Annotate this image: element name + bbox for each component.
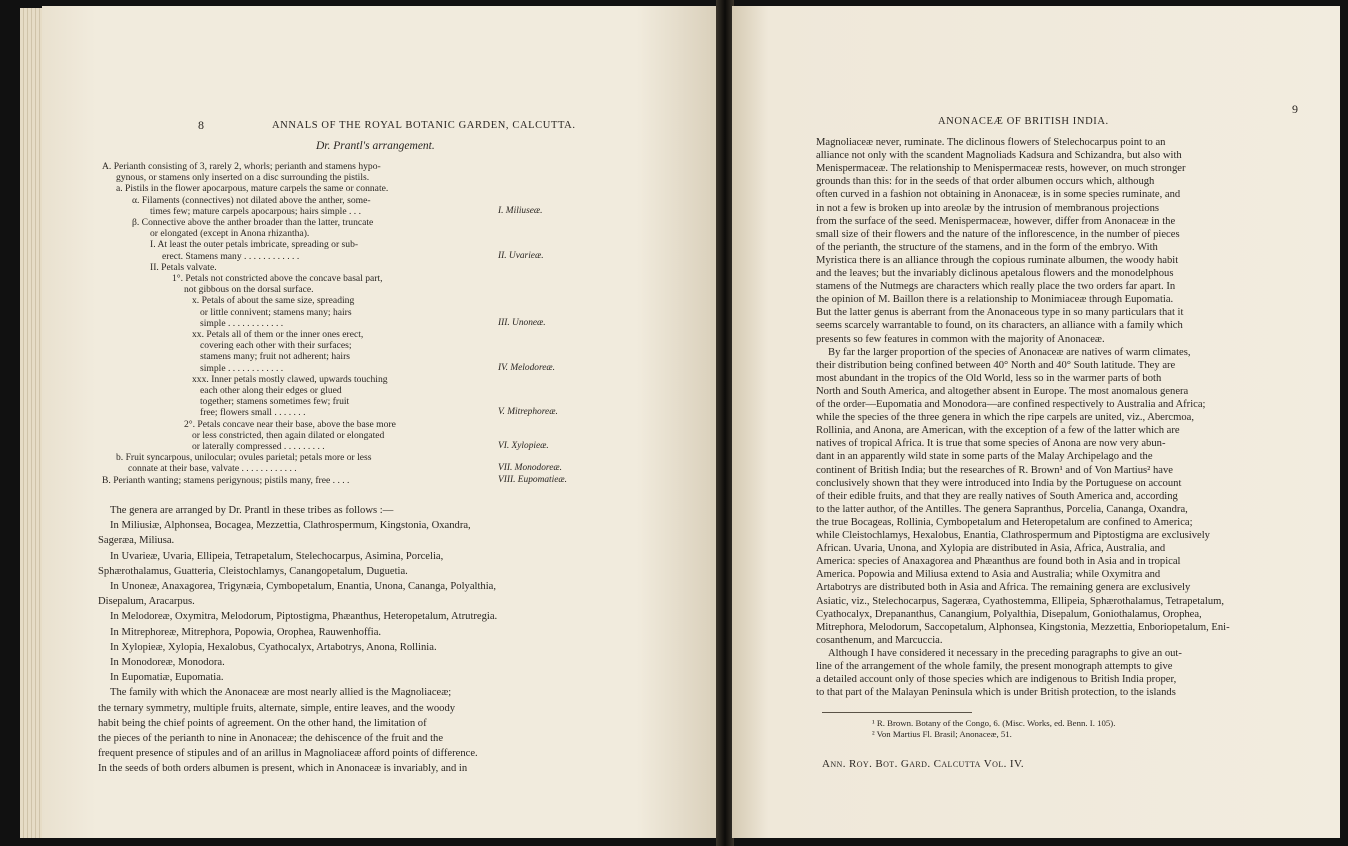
text-line: African. Uvaria, Unona, and Xylopia are distributed in Asia, Africa, Australia, and bbox=[816, 543, 1166, 555]
section-title: Dr. Prantl's arrangement. bbox=[316, 140, 435, 152]
key-line: I. At least the outer petals imbricate, spreading or sub- bbox=[150, 239, 359, 251]
text-line: In the seeds of both orders albumen is present, which in Anonaceæ is invariably, and in bbox=[98, 763, 468, 775]
text-line: stamens of the Nutmegs are characters which really place the two orders far apart. In bbox=[816, 281, 1176, 293]
text-line: Although I have considered it necessary in the preceding paragraphs to give an out- bbox=[828, 647, 1182, 659]
text-line: the true Bocageas, Rollinia, Cymbopetalum and Heteropetalum are confined to America; bbox=[816, 516, 1193, 528]
text-line: of the order—Eupomatia and Monodora—are confined respectively to Australia and Africa; bbox=[816, 399, 1206, 410]
right-running-head: ANONACEÆ OF BRITISH INDIA. bbox=[938, 116, 1109, 127]
key-line: not gibbous on the dorsal surface. bbox=[184, 284, 314, 296]
text-line: habit being the chief points of agreement. On the other hand, the limitation of bbox=[98, 717, 427, 729]
text-line: Asiatic, viz., Stelechocarpus, Sageræa, Cyathostemma, Ellipeia, Sphærothalamus, Tetrapetalum, bbox=[816, 595, 1224, 607]
text-line: Myristica there is an alliance through the copious ruminate albumen, the woody habit bbox=[816, 254, 1179, 266]
text-line: In Xylopieæ, Xylopia, Hexalobus, Cyathocalyx, Artabotrys, Anona, Rollinia. bbox=[110, 641, 437, 653]
text-line: The family with which the Anonaceæ are most nearly allied is the Magnoliaceæ; bbox=[110, 687, 452, 699]
text-line: Artabotrys are distributed both in Asia and Africa. The remaining genera are exclusively bbox=[816, 582, 1191, 594]
text-line: America. Popowia and Miliusa extend to Asia and Australia; while Oxymitra and bbox=[816, 569, 1161, 581]
text-line: Menispermaceæ. The relationship to Menispermaceæ rests, however, on much stronger bbox=[816, 163, 1186, 175]
key-tribe: VII. Monodoreæ. bbox=[498, 463, 562, 474]
text-line: of their edible fruits, and that they are really natives of South America and, according bbox=[816, 490, 1178, 502]
text-line: and the leaves; but the invariably diclinous apetalous flowers and the monodelphous bbox=[816, 268, 1174, 279]
key-line: A. Perianth consisting of 3, rarely 2, whorls; perianth and stamens hypo- bbox=[102, 161, 381, 172]
footnote: ² Von Martius Fl. Brasil; Anonaceæ, 51. bbox=[872, 729, 1012, 739]
key-line: times few; mature carpels apocarpous; hairs simple . . . bbox=[150, 205, 361, 217]
text-line: frequent presence of stipules and of an arillus in Magnoliaceæ afford points of difference. bbox=[98, 748, 478, 760]
key-line: xx. Petals all of them or the inner ones erect, bbox=[192, 329, 364, 340]
text-line: Mitrephora, Melodorum, Saccopetalum, Alphonsea, Kingstonia, Mezzettia, Enboriopetalum, Eni- bbox=[816, 621, 1230, 633]
text-line: in not a few is broken up into areolæ by the intrusion of membranous projections bbox=[816, 202, 1160, 214]
key-line: B. Perianth wanting; stamens perigynous; pistils many, free . . . . bbox=[102, 474, 350, 486]
key-tribe: III. Unoneæ. bbox=[498, 317, 546, 328]
text-line: Sphærothalamus, Guatteria, Cleistochlamys, Canangopetalum, Duguetia. bbox=[98, 565, 408, 577]
text-line: In Melodoreæ, Oxymitra, Melodorum, Piptostigma, Phæanthus, Heteropetalum, Atrutregia. bbox=[110, 611, 498, 623]
text-line: natives of tropical Africa. It is true that some species of Anona are now very abun- bbox=[816, 438, 1166, 450]
key-line: stamens many; fruit not adherent; hairs bbox=[200, 351, 350, 363]
key-line: together; stamens sometimes few; fruit bbox=[200, 396, 350, 408]
text-line: Disepalum, Aracarpus. bbox=[98, 596, 195, 608]
text-line: Magnoliaceæ never, ruminate. The diclinous flowers of Stelechocarpus point to an bbox=[816, 137, 1166, 148]
text-line: the opinion of M. Baillon there is a relationship to Monimiaceæ through Eupomatia. bbox=[816, 294, 1174, 306]
key-line: xxx. Inner petals mostly clawed, upwards touching bbox=[192, 373, 388, 385]
text-line: Rollinia, and Anona, are American, with the exception of a few of the latter which are bbox=[816, 425, 1180, 437]
key-line: 1°. Petals not constricted above the concave basal part, bbox=[172, 273, 383, 284]
text-line: The genera are arranged by Dr. Prantl in these tribes as follows :— bbox=[110, 505, 394, 516]
key-line: or elongated (except in Anona rhizantha). bbox=[150, 228, 310, 240]
text-line: In Miliusiæ, Alphonsea, Bocagea, Mezzettia, Clathrospermum, Kingstonia, Oxandra, bbox=[110, 520, 471, 532]
text-line: a detailed account only of those species which are indigenous to British India proper, bbox=[816, 674, 1177, 686]
text-line: America: species of Anaxagorea and Phæanthus are found both in Asia and in tropical bbox=[816, 556, 1181, 568]
text-line: their distribution being confined between 40° North and 40° South latitude. They are bbox=[816, 359, 1176, 371]
key-line: erect. Stamens many . . . . . . . . . . . . bbox=[162, 250, 300, 262]
key-line: x. Petals of about the same size, spreading bbox=[192, 295, 355, 307]
left-running-head: ANNALS OF THE ROYAL BOTANIC GARDEN, CALCUTTA. bbox=[272, 120, 576, 131]
key-tribe: II. Uvarieæ. bbox=[498, 250, 544, 261]
text-line: alliance not only with the scandent Magnoliads Kadsura and Schizandra, but also with bbox=[816, 150, 1182, 162]
text-line: North and South America, and altogether absent in Europe. The most anomalous genera bbox=[816, 385, 1189, 397]
text-line: while Cleistochlamys, Hexalobus, Enantia, Clathrospermum and Piptostigma are exclusively bbox=[816, 530, 1210, 541]
key-line: or less constricted, then again dilated or elongated bbox=[192, 429, 385, 441]
key-line: b. Fruit syncarpous, unilocular; ovules parietal; petals more or less bbox=[116, 452, 372, 464]
text-line: of the perianth, the structure of the stamens, and in the form of the embryo. With bbox=[816, 241, 1158, 253]
key-tribe: VIII. Eupomatieæ. bbox=[498, 474, 567, 485]
text-line: conclusively shown that they were introduced into India by the Portuguese on account bbox=[816, 477, 1182, 489]
text-line: most abundant in the tropics of the Old World, less so in the warmer parts of both bbox=[816, 372, 1162, 384]
key-line: II. Petals valvate. bbox=[150, 261, 217, 273]
footnote-rule bbox=[822, 712, 972, 713]
key-line: each other along their edges or glued bbox=[200, 385, 342, 396]
key-line: β. Connective above the anther broader than the latter, truncate bbox=[132, 217, 374, 228]
key-line: 2°. Petals concave near their base, above the base more bbox=[184, 418, 396, 430]
text-line: continent of British India; but the researches of R. Brown¹ and of Von Martius² have bbox=[816, 464, 1173, 476]
text-line: seems scarcely warrantable to found, on its characters, an alliance with a family which bbox=[816, 320, 1183, 332]
text-line: dant in an apparently wild state in some parts of the Malay Archipelago and the bbox=[816, 451, 1153, 463]
key-line: free; flowers small . . . . . . . bbox=[200, 407, 306, 419]
text-line: In Mitrephoreæ, Mitrephora, Popowia, Orophea, Rauwenhoffia. bbox=[110, 626, 382, 638]
key-line: gynous, or stamens only inserted on a disc surrounding the pistils. bbox=[116, 172, 370, 184]
key-tribe: I. Miliuseæ. bbox=[498, 205, 543, 216]
left-page-number: 8 bbox=[198, 118, 204, 132]
text-line: Cyathocalyx, Drepananthus, Canangium, Polyalthia, Disepalum, Goniothalamus, Orophea, bbox=[816, 608, 1202, 620]
text-line: presents so few features in common with the majority of Anonaceæ. bbox=[816, 333, 1105, 345]
text-line: line of the arrangement of the whole family, the present monograph attempts to give bbox=[816, 661, 1173, 672]
text-line: cosanthenum, and Marcuccia. bbox=[816, 634, 943, 646]
text-line: often curved in a fashion not obtaining in Anonaceæ, is in some species ruminate, and bbox=[816, 189, 1181, 201]
text-line: small size of their flowers and the nature of the inflorescence, in the number of pieces bbox=[816, 228, 1180, 240]
key-tribe: V. Mitrephoreæ. bbox=[498, 407, 558, 418]
key-tribe: IV. Melodoreæ. bbox=[498, 362, 556, 373]
right-page bbox=[732, 6, 1340, 838]
key-line: covering each other with their surfaces; bbox=[200, 340, 352, 352]
left-page bbox=[42, 6, 718, 838]
key-line: or little connivent; stamens many; hairs bbox=[200, 306, 352, 318]
text-line: the pieces of the perianth to nine in Anonaceæ; the dehiscence of the fruit and the bbox=[98, 733, 444, 744]
text-line: In Eupomatiæ, Eupomatia. bbox=[110, 672, 224, 684]
text-line: In Monodoreæ, Monodora. bbox=[110, 657, 225, 668]
key-line: or laterally compressed . . . . . . . . . bbox=[192, 441, 325, 452]
text-line: In Unoneæ, Anaxagorea, Trigynæia, Cymbopetalum, Enantia, Unona, Cananga, Polyalthia, bbox=[110, 581, 497, 592]
text-line: In Uvarieæ, Uvaria, Ellipeia, Tetrapetalum, Stelechocarpus, Asimina, Porcelia, bbox=[110, 550, 444, 562]
page-edges bbox=[20, 8, 44, 838]
key-line: a. Pistils in the flower apocarpous, mature carpels the same or connate. bbox=[116, 183, 389, 195]
text-line: But the latter genus is aberrant from the Anonaceous type in so many particulars that it bbox=[816, 307, 1184, 319]
text-line: to the latter author, of the Antilles. The genera Sapranthus, Porcelia, Cananga, Oxandra, bbox=[816, 503, 1188, 515]
key-line: simple . . . . . . . . . . . . bbox=[200, 317, 284, 329]
footnote: ¹ R. Brown. Botany of the Congo, 6. (Misc. Works, ed. Benn. I. 105). bbox=[872, 718, 1116, 728]
text-line: grounds than this: for in the seeds of that order albumen occurs which, although bbox=[816, 176, 1155, 188]
text-line: to that part of the Malayan Peninsula which is under British protection, to the islands bbox=[816, 687, 1176, 699]
key-line: simple . . . . . . . . . . . . bbox=[200, 362, 284, 374]
key-line: α. Filaments (connectives) not dilated above the anther, some- bbox=[132, 194, 371, 206]
text-line: Sageræa, Miliusa. bbox=[98, 535, 175, 547]
text-line: while the species of the three genera in which the ripe carpels are united, viz., Abercmoa, bbox=[816, 412, 1194, 424]
signature-line: Ann. Roy. Bot. Gard. Calcutta Vol. IV. bbox=[822, 758, 1025, 770]
text-line: By far the larger proportion of the species of Anonaceæ are natives of warm climates, bbox=[828, 346, 1191, 358]
text-line: the ternary symmetry, multiple fruits, alternate, simple, entire leaves, and the woody bbox=[98, 702, 456, 714]
key-tribe: VI. Xylopieæ. bbox=[498, 441, 549, 451]
key-line: connate at their base, valvate . . . . . . . . . . . . bbox=[128, 463, 297, 475]
right-page-number: 9 bbox=[1292, 102, 1298, 116]
text-line: from the surface of the seed. Menispermaceæ, however, differ from Anonaceæ in the bbox=[816, 215, 1176, 227]
